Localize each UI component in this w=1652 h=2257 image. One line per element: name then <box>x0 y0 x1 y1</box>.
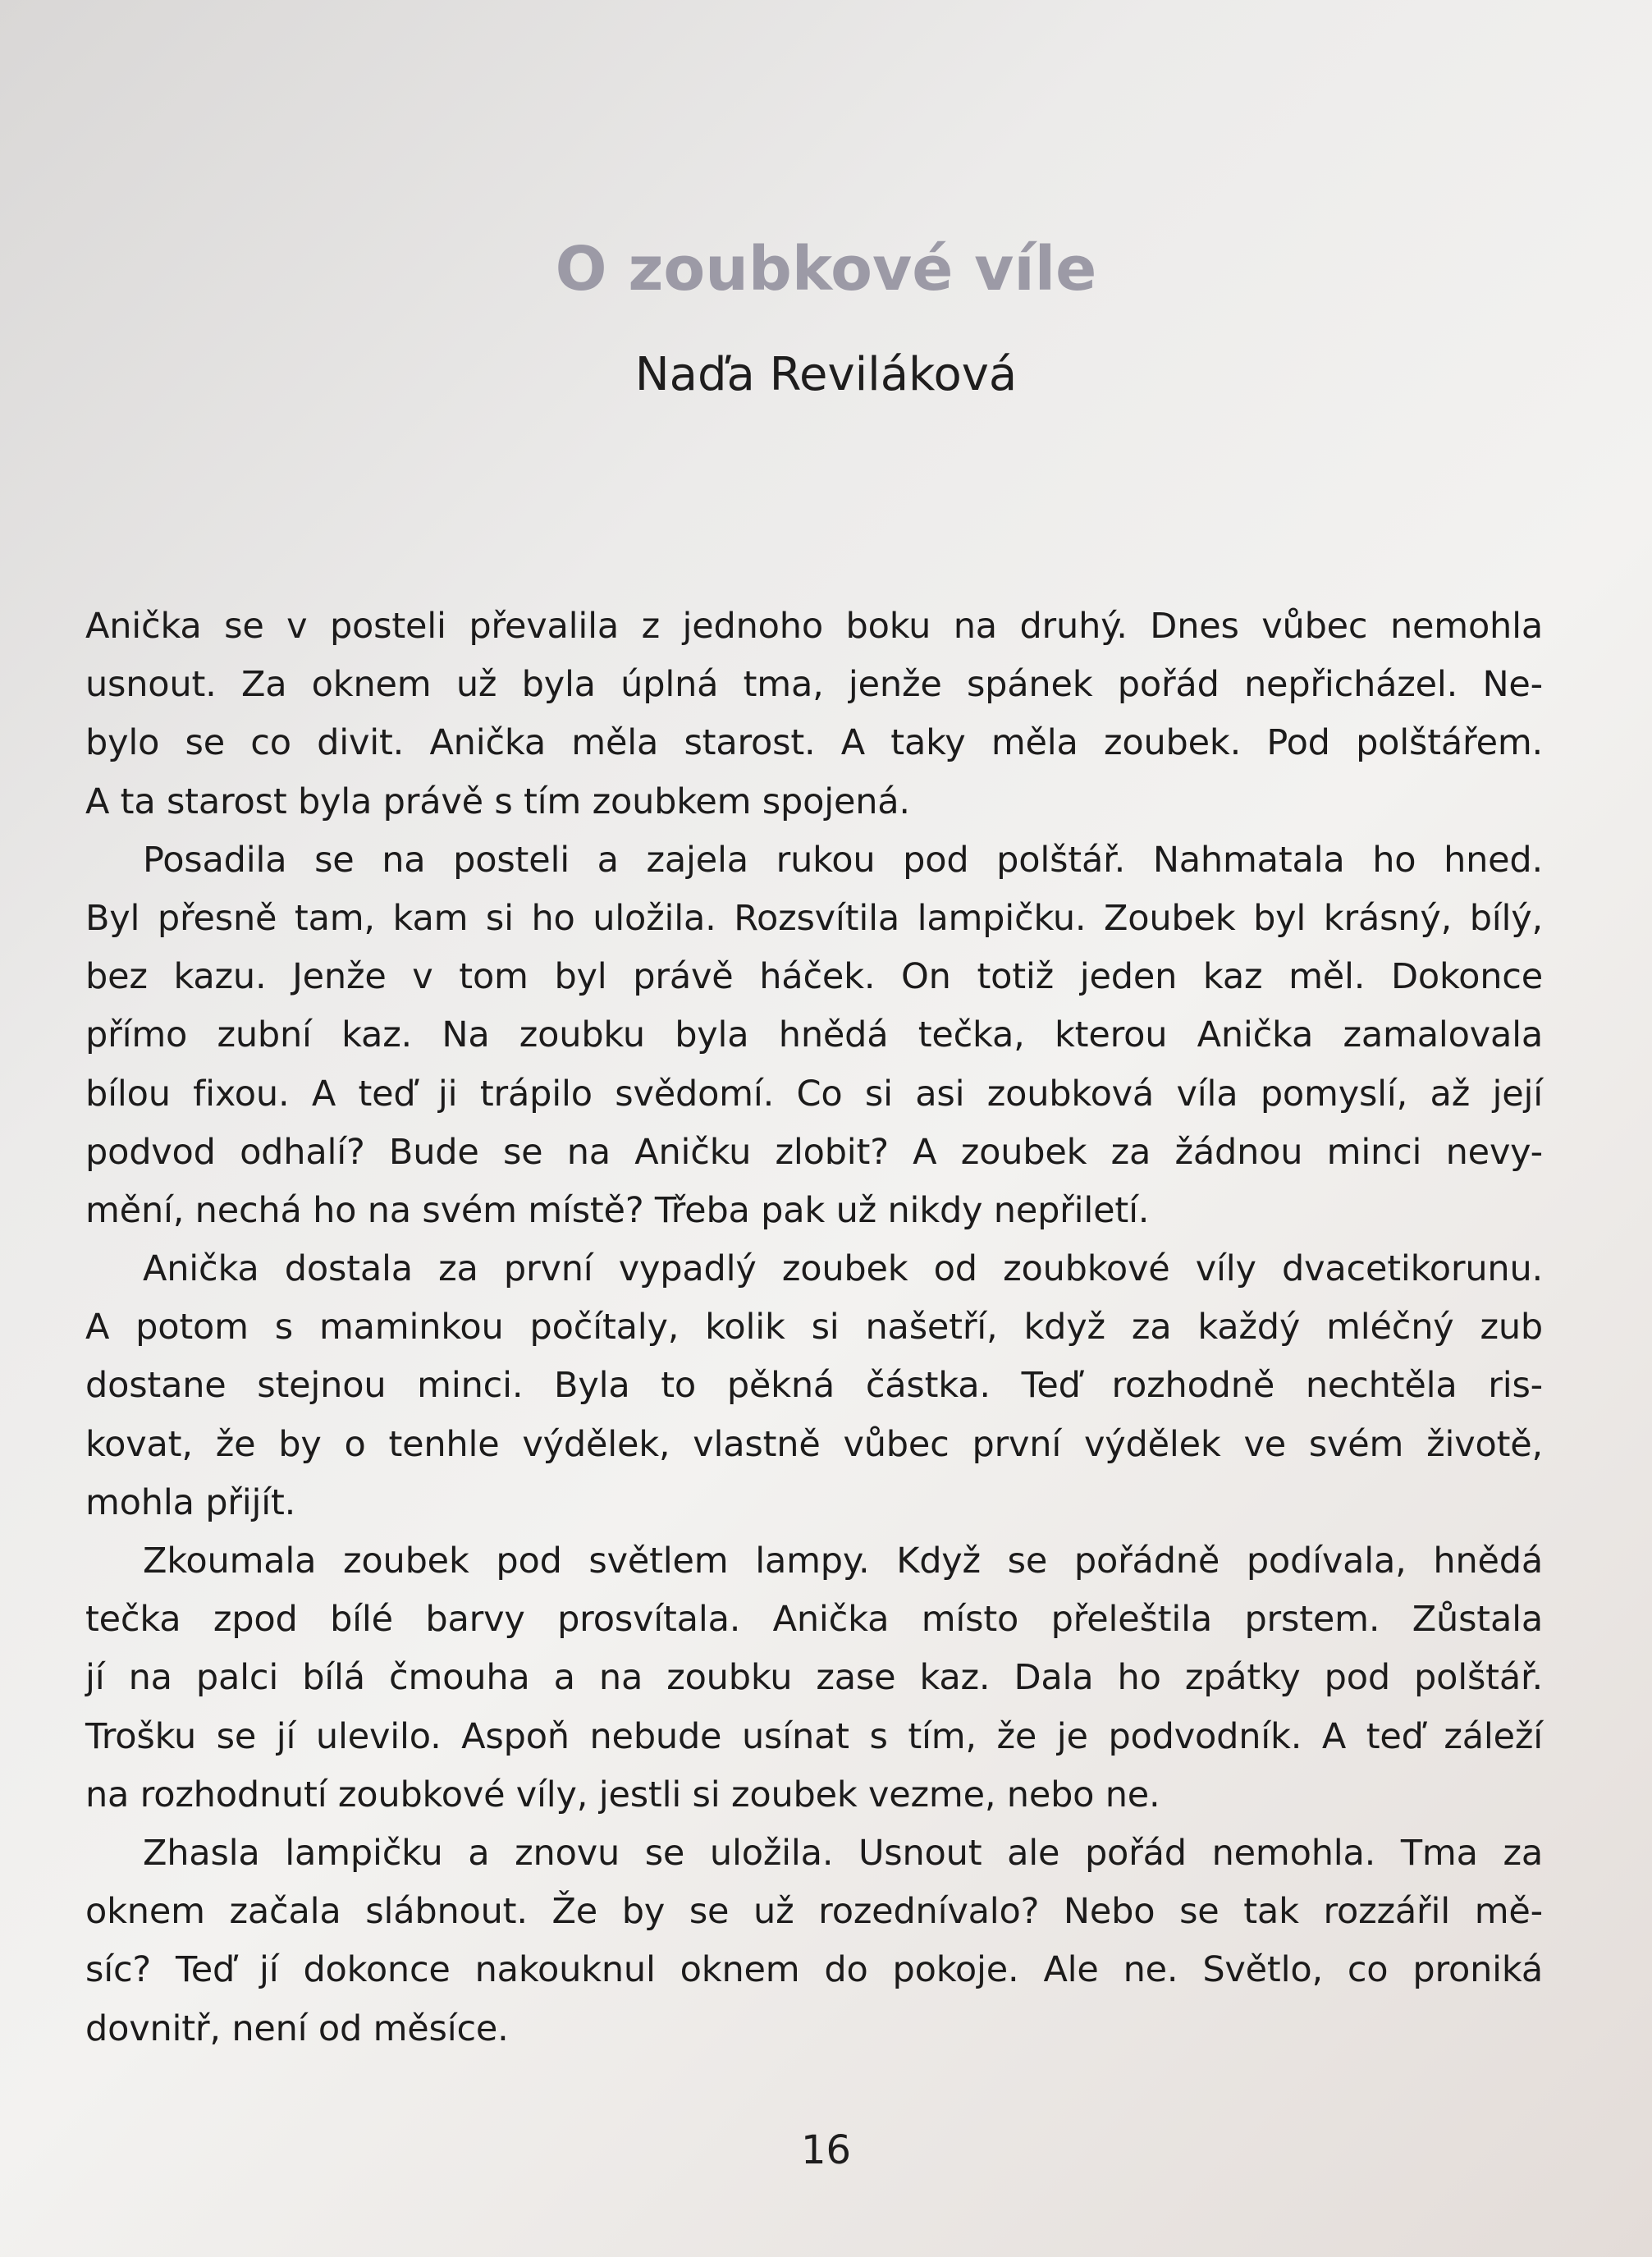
text-line: bílou fixou. A teď ji trápilo svědomí. Co si asi zoubková víla pomyslí, až její <box>85 1073 1543 1115</box>
text-line: usnout. Za oknem už byla úplná tma, jenže spánek pořád nepřicházel. Ne- <box>85 664 1543 706</box>
story-body <box>85 597 1543 2058</box>
text-line: Posadila se na posteli a zajela rukou pod polštář. Nahmatala ho hned. <box>143 839 1543 881</box>
text-line: síc? Teď jí dokonce nakouknul oknem do pokoje. Ale ne. Světlo, co proniká <box>85 1949 1543 1991</box>
text-line: Anička dostala za první vypadlý zoubek od zoubkové víly dvacetikorunu. <box>143 1248 1543 1290</box>
text-line: A potom s maminkou počítaly, kolik si našetří, když za každý mléčný zub <box>85 1307 1543 1348</box>
author-name: Naďa Reviláková <box>634 348 1018 401</box>
text-line: oknem začala slábnout. Že by se už rozednívalo? Nebo se tak rozzářil mě- <box>85 1891 1543 1933</box>
text-line: tečka zpod bílé barvy prosvítala. Anička místo přeleštila prstem. Zůstala <box>85 1599 1543 1641</box>
page-number: 16 <box>800 2127 852 2173</box>
text-line: A ta starost byla právě s tím zoubkem spojená. <box>85 781 910 822</box>
text-line: mění, nechá ho na svém místě? Třeba pak už nikdy nepřiletí. <box>85 1189 1150 1231</box>
text-line: Zhasla lampičku a znovu se uložila. Usnout ale pořád nemohla. Tma za <box>143 1832 1543 1874</box>
paragraph-2 <box>85 831 1543 1240</box>
text-line: dovnitř, není od měsíce. <box>85 2007 509 2049</box>
text-line: Byl přesně tam, kam si ho uložila. Rozsvítila lampičku. Zoubek byl krásný, bílý, <box>85 897 1543 939</box>
text-line: jí na palci bílá čmouha a na zoubku zase kaz. Dala ho zpátky pod polštář. <box>85 1657 1543 1699</box>
paragraph-3 <box>85 1240 1543 1532</box>
story-title: O zoubkové víle <box>555 234 1097 304</box>
text-line: mohla přijít. <box>85 1481 296 1523</box>
text-line: Zkoumala zoubek pod světlem lampy. Když se pořádně podívala, hnědá <box>143 1541 1543 1582</box>
paragraph-4 <box>85 1532 1543 1824</box>
text-line: na rozhodnutí zoubkové víly, jestli si zoubek vezme, nebo ne. <box>85 1774 1160 1815</box>
text-line: Anička se v posteli převalila z jednoho boku na druhý. Dnes vůbec nemohla <box>85 606 1543 647</box>
paragraph-1 <box>85 597 1543 831</box>
text-line: přímo zubní kaz. Na zoubku byla hnědá tečka, kterou Anička zamalovala <box>85 1014 1543 1056</box>
text-line: bylo se co divit. Anička měla starost. A taky měla zoubek. Pod polštářem. <box>85 722 1543 764</box>
text-line: Trošku se jí ulevilo. Aspoň nebude usínat s tím, že je podvodník. A teď záleží <box>85 1715 1543 1757</box>
text-line: podvod odhalí? Bude se na Aničku zlobit? A zoubek za žádnou minci nevy- <box>85 1131 1543 1173</box>
paragraph-5 <box>85 1824 1543 2058</box>
text-line: bez kazu. Jenže v tom byl právě háček. On totiž jeden kaz měl. Dokonce <box>85 956 1543 998</box>
text-line: dostane stejnou minci. Byla to pěkná částka. Teď rozhodně nechtěla ris- <box>85 1365 1543 1407</box>
text-line: kovat, že by o tenhle výdělek, vlastně vůbec první výdělek ve svém životě, <box>85 1423 1543 1465</box>
